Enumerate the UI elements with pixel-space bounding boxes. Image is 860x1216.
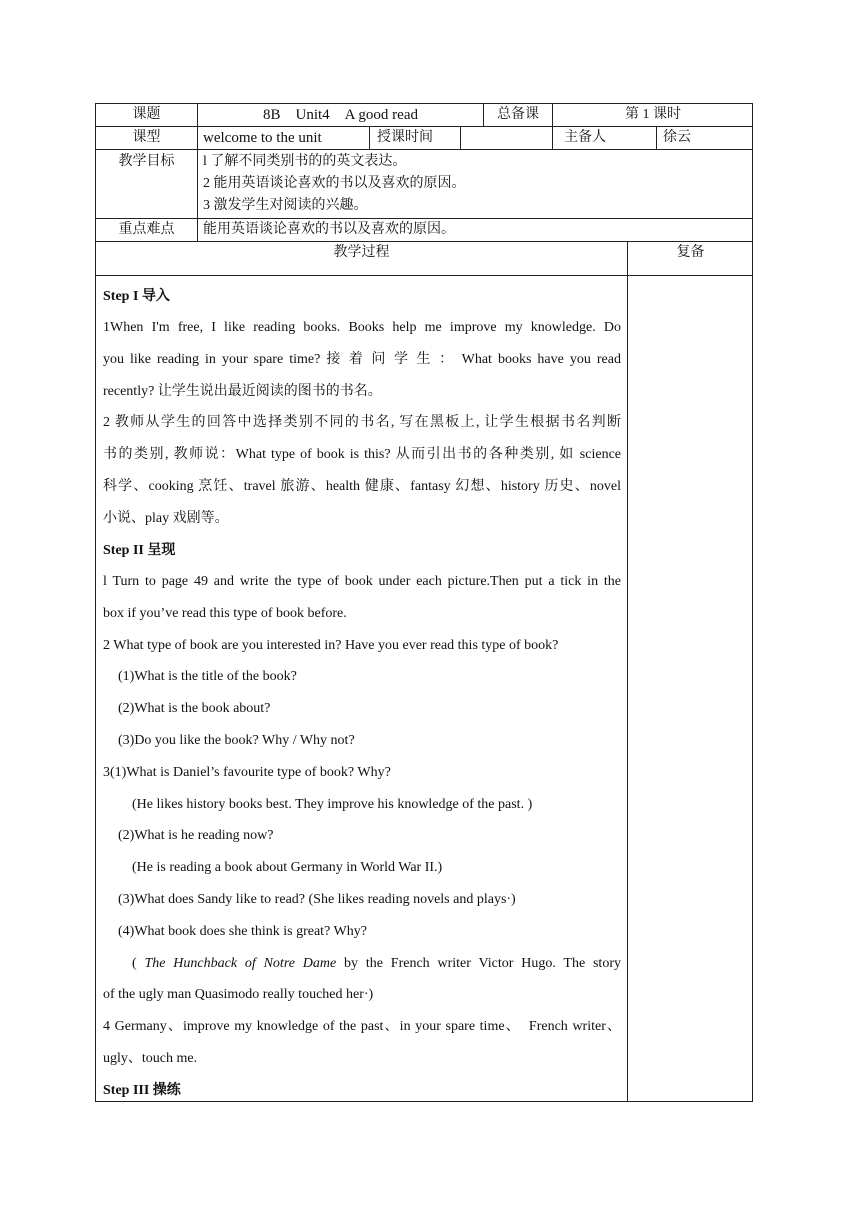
objective-item: 2 能用英语谈论喜欢的书以及喜欢的原因。	[203, 176, 466, 191]
period-value: 第 1 课时	[625, 107, 681, 122]
step2-line: 4 Germany、improve my knowledge of the past、in your spare time、 French writer、	[103, 1019, 621, 1034]
step1-line: 2 教师从学生的回答中选择类别不同的书名, 写在黑板上, 让学生根据书名判断	[103, 415, 621, 430]
answer-open-paren: (	[132, 956, 145, 971]
objective-item: 3 激发学生对阅读的兴趣。	[203, 198, 368, 213]
step2-line: ugly、touch me.	[103, 1051, 198, 1066]
step1-title: Step I 导入	[103, 289, 170, 304]
objective-item: l 了解不同类别书的的英文表达。	[203, 154, 407, 169]
column-divider	[627, 241, 628, 1102]
book-title: The Hunchback of Notre Dame	[144, 956, 337, 971]
step2-question: (4)What book does she think is great? Why?	[118, 924, 367, 939]
step2-question: (2)What is he reading now?	[118, 828, 274, 843]
row-divider	[95, 275, 753, 276]
step2-answer: (He is reading a book about Germany in World War II.)	[132, 860, 443, 875]
step1-line: 1When I'm free, I like reading books. Books help me improve my knowledge. Do	[103, 320, 621, 335]
step2-line: box if you’ve read this type of book before.	[103, 606, 347, 621]
review-heading: 复备	[676, 245, 705, 260]
preparer-value: 徐云	[663, 130, 691, 145]
step2-line: 2 What type of book are you interested in? Have you ever read this type of book?	[103, 638, 559, 653]
step2-line: l Turn to page 49 and write the type of book under each picture.Then put a tick in the	[103, 574, 621, 589]
lesson-type-value: welcome to the unit	[203, 130, 322, 146]
row-divider	[95, 149, 753, 150]
preparer-label: 主备人	[564, 130, 606, 145]
step1-line: you like reading in your spare time? 接 着 问 学 生 ： What books have you read	[103, 352, 621, 367]
process-heading: 教学过程	[333, 245, 390, 260]
class-time-label: 授课时间	[377, 130, 433, 145]
step2-line: 3(1)What is Daniel’s favourite type of book? Why?	[103, 765, 391, 780]
step1-line: 小说、play 戏剧等。	[103, 511, 229, 526]
step1-line: 书的类别, 教师说：What type of book is this? 从而引出书的各种类别, 如 science	[103, 447, 621, 462]
step2-question: (1)What is the title of the book?	[118, 669, 297, 684]
keypoints-value: 能用英语谈论喜欢的书以及喜欢的原因。	[203, 222, 455, 237]
step2-question: (3)What does Sandy like to read? (She likes reading novels and plays·)	[118, 892, 516, 907]
step2-question: (2)What is the book about?	[118, 701, 271, 716]
total-prep-label: 总备课	[497, 107, 539, 122]
step2-question: (3)Do you like the book? Why / Why not?	[118, 733, 355, 748]
answer-text: by the French writer Victor Hugo. The story	[336, 956, 621, 971]
column-divider	[369, 126, 370, 149]
step2-title: Step II 呈现	[103, 543, 176, 558]
objectives-label: 教学目标	[118, 154, 175, 169]
topic-value: 8B Unit4 A good read	[263, 107, 418, 123]
step1-line: 科学、cooking 烹饪、travel 旅游、health 健康、fantasy 幻想、history 历史、novel	[103, 479, 621, 494]
column-divider	[656, 126, 657, 149]
step2-answer	[132, 954, 621, 974]
topic-label: 课题	[132, 107, 161, 122]
step2-answer: of the ugly man Quasimodo really touched her·)	[103, 987, 374, 1002]
column-divider	[460, 126, 461, 149]
lesson-type-label: 课型	[132, 130, 161, 145]
keypoints-label: 重点难点	[118, 222, 175, 237]
step2-answer: (He likes history books best. They improve his knowledge of the past. )	[132, 797, 533, 812]
step1-line: recently? 让学生说出最近阅读的图书的书名。	[103, 384, 382, 399]
step3-title: Step III 操练	[103, 1083, 181, 1098]
